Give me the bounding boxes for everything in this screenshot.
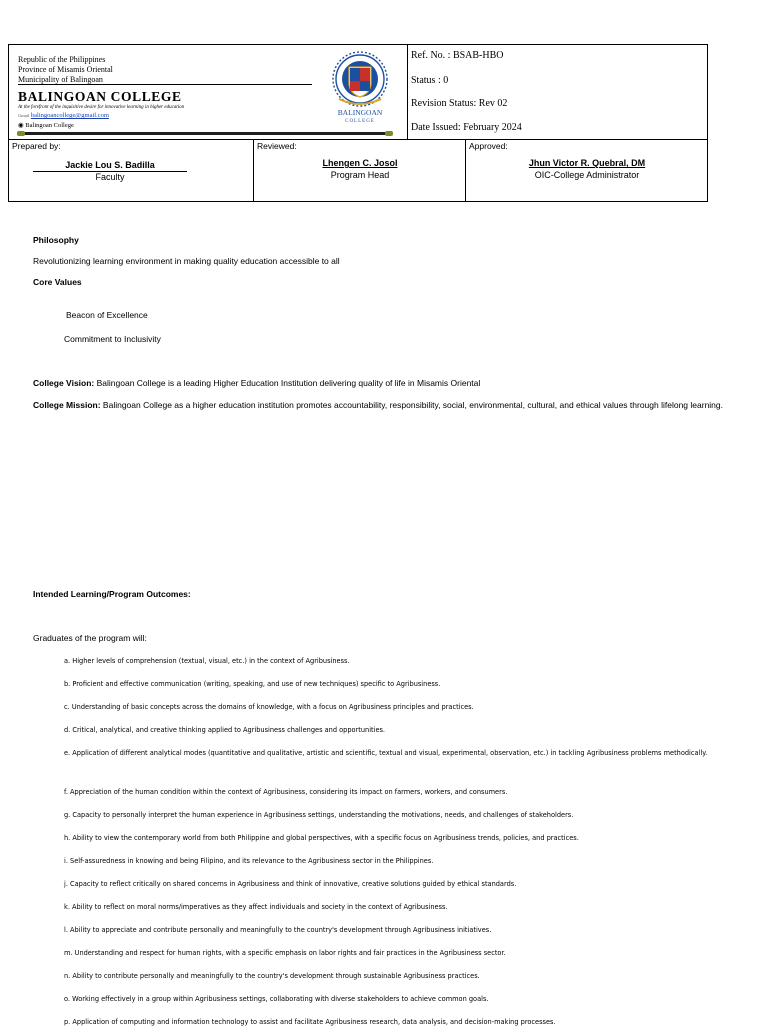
- reviewed-cell: [253, 140, 466, 202]
- college-email: [18, 112, 109, 119]
- outcome-item: o. Working effectively in a group within Agribusiness settings, collaborating with diverse stakeholders to achieve common goals.: [64, 995, 489, 1003]
- republic-line: Republic of the Philippines: [18, 55, 106, 64]
- revision-status: Revision Status: Rev 02: [411, 98, 508, 109]
- institution-block: [9, 45, 407, 139]
- date-issued: Date Issued: February 2024: [411, 122, 522, 133]
- approved-role: OIC-College Administrator: [534, 170, 640, 180]
- facebook-icon: ◉: [18, 122, 24, 129]
- ref-no: Ref. No. : BSAB-HBO: [411, 50, 504, 61]
- municipality-line: Municipality of Balingoan: [18, 75, 103, 84]
- facebook-name[interactable]: Balingoan College: [25, 122, 74, 129]
- approved-label: Approved:: [469, 141, 508, 151]
- reviewed-label: Reviewed:: [257, 141, 297, 151]
- document-control-block: [407, 45, 708, 139]
- outcome-item: n. Ability to contribute personally and meaningfully to the country's development through sustainable Agribusiness practices.: [64, 972, 480, 980]
- vision-label: College Vision:: [33, 378, 95, 388]
- outcome-item: b. Proficient and effective communication (writing, speaking, and use of new techniques) specific to Agribusiness.: [64, 680, 441, 688]
- mission-text: Balingoan College as a higher education institution promotes accountability, responsibility, social, environmental, cultural, and ethical values through lifelong learning.: [102, 400, 723, 410]
- college-logo: [329, 49, 391, 131]
- outcome-item: p. Application of computing and information technology to assist and facilitate Agribusiness research, data analysis, and decision-making processes.: [64, 1018, 556, 1026]
- status: Status : 0: [411, 75, 449, 86]
- college-name: BALINGOAN COLLEGE: [18, 89, 182, 104]
- vision-text: Balingoan College is a leading Higher Education Institution delivering quality of life in Misamis Oriental: [96, 378, 481, 388]
- core-values-heading: Core Values: [33, 277, 82, 287]
- signatory-table: [9, 139, 707, 202]
- prepared-name: Jackie Lou S. Badilla: [33, 160, 187, 172]
- outcome-item: d. Critical, analytical, and creative thinking applied to Agribusiness challenges and opportunities.: [64, 726, 386, 734]
- philosophy-heading: Philosophy: [33, 235, 79, 245]
- province-line: Province of Misamis Oriental: [18, 65, 113, 74]
- outcome-item: a. Higher levels of comprehension (textual, visual, etc.) in the context of Agribusiness.: [64, 657, 350, 665]
- prepared-role: Faculty: [95, 172, 125, 182]
- outcome-item: c. Understanding of basic concepts across the domains of knowledge, with a focus on Agribusiness principles and practices.: [64, 703, 474, 711]
- email-link[interactable]: balingoancollege@gmail.com: [30, 112, 109, 119]
- header-rule: [18, 84, 312, 85]
- outcome-item: e. Application of different analytical modes (quantitative and qualitative, artistic and scientific, textual and visual, experimental, observation, etc.) in tackling Agribusiness problems methodically.: [64, 749, 708, 757]
- reviewed-role: Program Head: [330, 170, 390, 180]
- college-facebook: [18, 121, 74, 129]
- logo-text: BALINGOAN: [337, 108, 383, 117]
- outcome-item: h. Ability to view the contemporary world from both Philippine and global perspectives, with a specific focus on Agribusiness trends, policies, and practices.: [64, 834, 579, 842]
- outcome-item: f. Appreciation of the human condition within the context of Agribusiness, considering its impact on farmers, workers, and consumers.: [64, 788, 508, 796]
- gmail-icon: Gmail: [18, 113, 30, 118]
- outcome-item: m. Understanding and respect for human rights, with a specific emphasis on labor rights and fair practices in the Agribusiness sector.: [64, 949, 506, 957]
- prepared-cell: [9, 140, 253, 202]
- core-value-item: Beacon of Excellence: [66, 310, 148, 320]
- reviewed-name: Lhengen C. Josol: [322, 158, 398, 168]
- mission-label: College Mission:: [33, 400, 101, 410]
- logo-subtext: COLLEGE: [345, 119, 375, 124]
- outcomes-heading: Intended Learning/Program Outcomes:: [33, 589, 191, 599]
- approved-cell: [465, 140, 708, 202]
- address-block: [18, 55, 113, 85]
- prepared-label: Prepared by:: [12, 141, 61, 151]
- approved-name: Jhun Victor R. Quebral, DM: [528, 158, 646, 168]
- college-tagline: At the forefront of the inquisitive desire for innovative learning in higher education: [18, 105, 185, 110]
- decorative-bar: [17, 132, 393, 135]
- college-vision: [33, 378, 480, 388]
- core-value-item: Commitment to Inclusivity: [64, 334, 161, 344]
- outcome-item: g. Capacity to personally interpret the human experience in Agribusiness settings, understanding the motivations, needs, and challenges of stakeholders.: [64, 811, 574, 819]
- document-header: [8, 44, 708, 202]
- outcomes-intro: Graduates of the program will:: [33, 633, 147, 643]
- outcome-item: k. Ability to reflect on moral norms/imperatives as they affect individuals and society in the context of Agribusiness.: [64, 903, 448, 911]
- college-mission: [33, 400, 727, 411]
- outcome-item: i. Self-assuredness in knowing and being Filipino, and its relevance to the Agribusiness sector in the Philippines.: [64, 857, 434, 865]
- outcome-item: j. Capacity to reflect critically on shared concerns in Agribusiness and think of innovative, creative solutions guided by ethical standards.: [64, 880, 517, 888]
- philosophy-text: Revolutionizing learning environment in making quality education accessible to all: [33, 256, 340, 266]
- outcome-item: l. Ability to appreciate and contribute personally and meaningfully to the country's development through Agribusiness initiatives.: [64, 926, 492, 934]
